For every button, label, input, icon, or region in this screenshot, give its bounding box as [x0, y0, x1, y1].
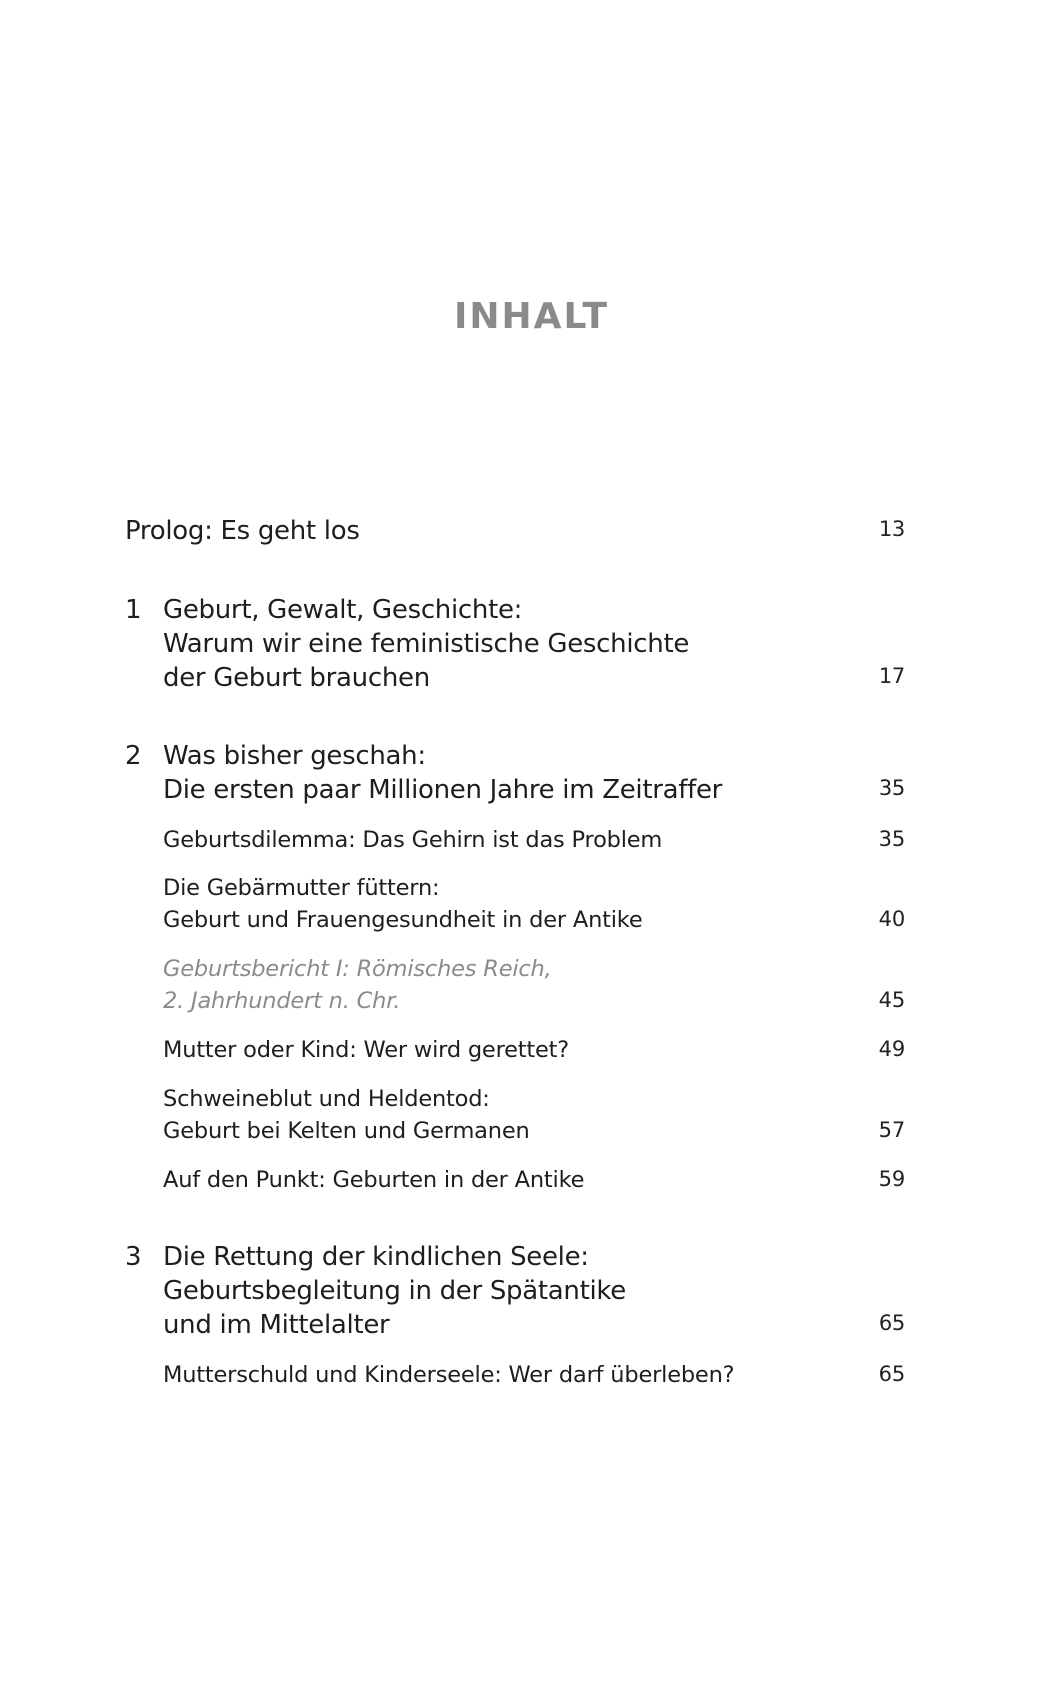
toc-section[interactable]: [125, 871, 905, 937]
toc-page-number: 35: [878, 776, 905, 800]
toc-page-number: 17: [878, 664, 905, 688]
toc-page-number: 40: [878, 907, 905, 931]
toc-page-number: 35: [878, 827, 905, 851]
toc-section[interactable]: [125, 1082, 905, 1148]
chapter-title-line: der Geburt brauchen: [163, 663, 430, 693]
chapter-title-line: Warum wir eine feministische Geschichte: [163, 629, 690, 659]
toc-section[interactable]: [125, 1033, 905, 1067]
chapter-title-line: Die Rettung der kindlichen Seele:: [163, 1242, 589, 1272]
toc-chapter-2[interactable]: [125, 738, 905, 810]
toc-page-number: 57: [878, 1118, 905, 1142]
toc-page-number: 65: [878, 1311, 905, 1335]
section-title-line: Die Gebärmutter füttern:: [163, 875, 440, 901]
toc-section-birth-report[interactable]: [125, 952, 905, 1018]
section-title-line: 2. Jahrhundert n. Chr.: [163, 988, 401, 1014]
toc-chapter-1[interactable]: [125, 592, 905, 700]
section-title-line: Mutter oder Kind: Wer wird gerettet?: [163, 1037, 570, 1063]
toc-page-number: 45: [878, 988, 905, 1012]
toc-page-number: 13: [878, 517, 905, 541]
chapter-title-line: Die ersten paar Millionen Jahre im Zeitraffer: [163, 775, 723, 805]
chapter-title-line: Geburt, Gewalt, Geschichte:: [163, 595, 523, 625]
chapter-number: 2: [125, 741, 142, 771]
chapter-number: 3: [125, 1242, 142, 1272]
chapter-number: 1: [125, 595, 142, 625]
section-title-line: Geburtsbericht I: Römisches Reich,: [163, 956, 552, 982]
toc-chapter-3[interactable]: [125, 1239, 905, 1347]
chapter-title-line: Geburtsbegleitung in der Spätantike: [163, 1276, 626, 1306]
toc-page-number: 65: [878, 1362, 905, 1386]
page-title: INHALT: [453, 296, 610, 337]
toc-entry-prolog[interactable]: [125, 513, 905, 549]
toc-page-number: 59: [878, 1167, 905, 1191]
section-title-line: Mutterschuld und Kinderseele: Wer darf überleben?: [163, 1362, 735, 1388]
chapter-title-line: und im Mittelalter: [163, 1310, 390, 1340]
toc-section[interactable]: [125, 1358, 905, 1392]
toc-section[interactable]: [125, 1163, 905, 1197]
section-title-line: Geburt und Frauengesundheit in der Antike: [163, 907, 643, 933]
section-title-line: Geburtsdilemma: Das Gehirn ist das Problem: [163, 827, 663, 853]
toc-entry-title: Prolog: Es geht los: [125, 516, 360, 546]
toc-page-number: 49: [878, 1037, 905, 1061]
section-title-line: Schweineblut und Heldentod:: [163, 1086, 490, 1112]
toc-section[interactable]: [125, 823, 905, 857]
chapter-title-line: Was bisher geschah:: [163, 741, 426, 771]
section-title-line: Auf den Punkt: Geburten in der Antike: [163, 1167, 585, 1193]
section-title-line: Geburt bei Kelten und Germanen: [163, 1118, 530, 1144]
